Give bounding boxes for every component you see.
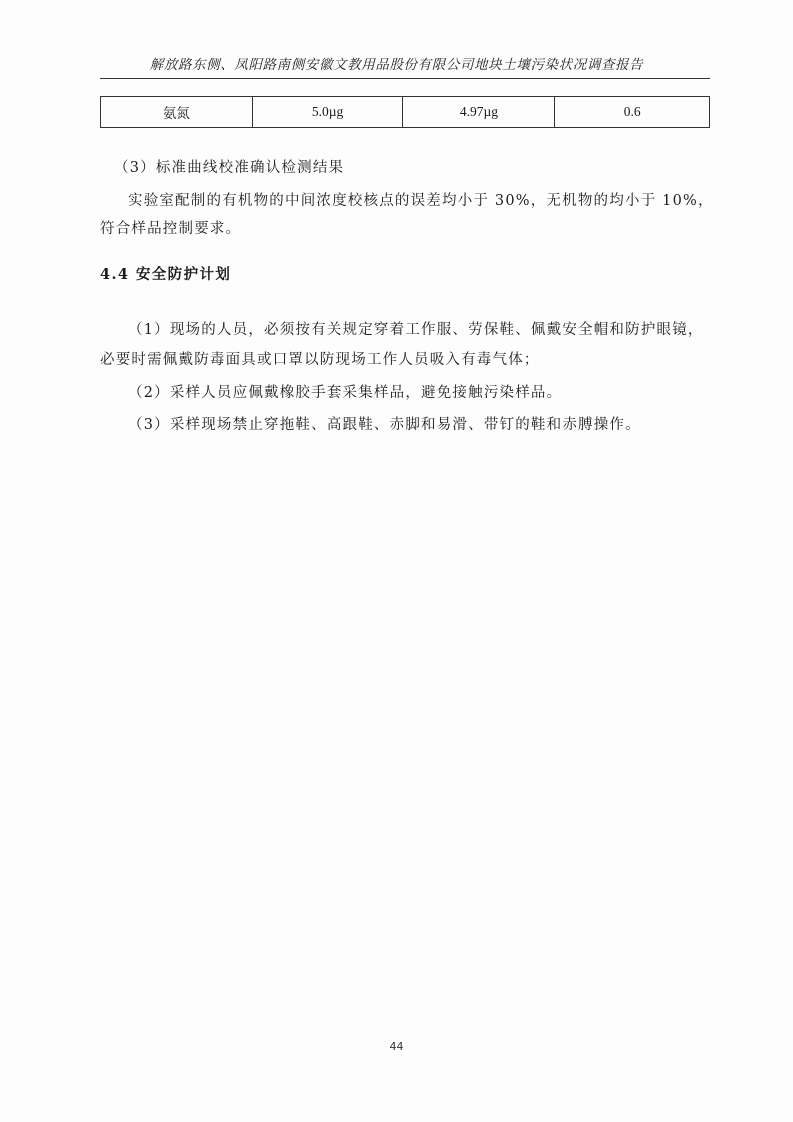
safety-item-2: （2）采样人员应佩戴橡胶手套采集样品，避免接触污染样品。 [128, 385, 563, 401]
section-3-paragraph-line-2: 符合样品控制要求。 [100, 221, 242, 237]
table-row [101, 97, 710, 128]
report-header-title: 解放路东侧、凤阳路南侧安徽文教用品股份有限公司地块土壤污染状况调查报告 [149, 57, 644, 73]
safety-item-3: （3）采样现场禁止穿拖鞋、高跟鞋、赤脚和易滑、带钉的鞋和赤膊操作。 [128, 417, 641, 433]
table-cell-measured-amount: 4.97µg [403, 97, 555, 128]
safety-item-1-line-1: （1）现场的人员，必须按有关规定穿着工作服、劳保鞋、佩戴安全帽和防护眼镜， [128, 322, 704, 338]
table-cell-error: 0.6 [555, 97, 710, 128]
section-3-title: （3）标准曲线校准确认检测结果 [114, 160, 345, 176]
table-cell-parameter: 氨氮 [101, 97, 253, 128]
table-cell-added-amount: 5.0µg [252, 97, 403, 128]
section-3-paragraph-line-1: 实验室配制的有机物的中间浓度校核点的误差均小于 30%，无机物的均小于 10%， [128, 193, 714, 209]
header-divider [100, 78, 710, 79]
page-number: 44 [389, 1040, 404, 1053]
qc-results-table [100, 96, 710, 128]
safety-item-1-line-2: 必要时需佩戴防毒面具或口罩以防现场工作人员吸入有毒气体； [100, 352, 540, 368]
section-4-4-heading: 4.4 安全防护计划 [100, 266, 232, 283]
